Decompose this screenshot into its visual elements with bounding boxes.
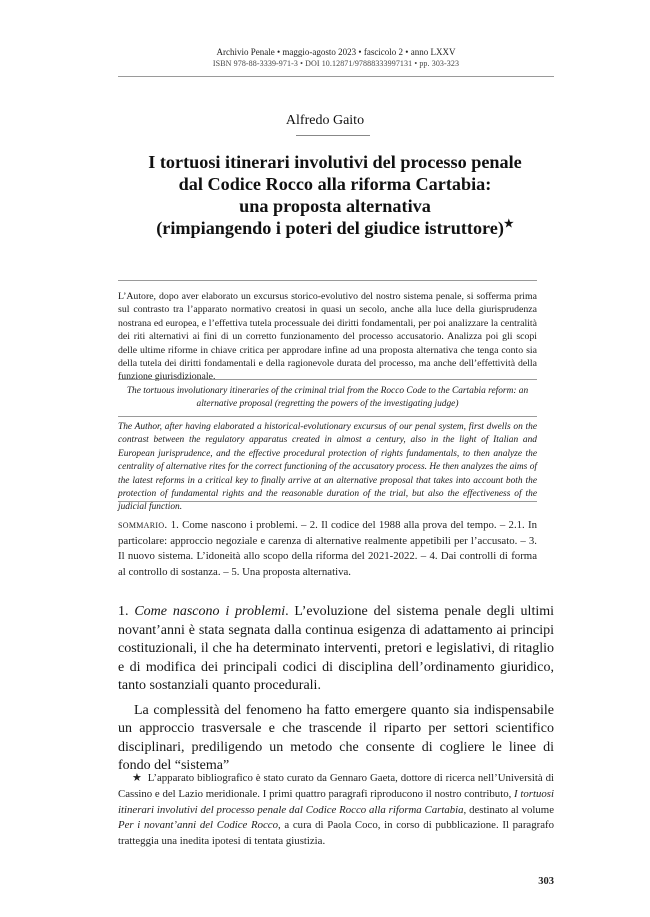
sommario-label: sommario. [118, 519, 168, 531]
abstract-divider-rule [118, 379, 537, 380]
paragraph: 1. Come nascono i problemi. L’evoluzione del sistema penale degli ultimi novant’anni è stata segnata dalla continua esigenza di adattamento ai principi costituzionali, il che ha determinato interventi, pretori e legislativi, di ritaglio e di modifica dei principali codici di disciplina dell’ordinamento giuridico, tanto sostanziali quanto procedurali. [118, 604, 555, 693]
section-number: 1. [118, 604, 129, 619]
author-rule [296, 135, 370, 136]
abstract-english: The Author, after having elaborated a historical-evolutionary excursus of our penal system, first dwells on the contrast between the regulatory apparatus created in almost a century, also in the light of Italian and European jurisprudence, and the effective procedural protection of rights fundamentals, to then analyze the centrality of alternative rites for the correct functioning of the accusatory process. He then analyzes the aims of the latest reforms in a critical key to finally arrive at an alternative proposal that takes into account both the protection of fundamental rights and the reasonable duration of the trial, but also the effectiveness of the judicial function. [118, 422, 537, 513]
abstract-top-rule [118, 280, 537, 281]
footnote: ★ L’apparato bibliografico è stato curato da Gennaro Gaeta, dottore di ricerca nell’Università di Cassino e del Lazio meridionale. I primi quattro paragrafi riproducono il nostro contributo, I tortuosi itinerari involutivi del processo penale dal Codice Rocco alla riforma Cartabia, destinato al volume Per i novant’anni del Codice Rocco, a cura di Paola Coco, in corso di pubblicazione. Il paragrafo tratteggia una inedita ipotesi di tentata giustizia. [118, 772, 555, 848]
sommario-text: 1. Come nascono i problemi. – 2. Il codice del 1988 alla prova del tempo. – 2.1. In particolare: approccio negoziale e carenza di alternative realmente appetibili per l’accusato. – 3. Il nuovo sistema. L’idoneità allo scopo della riforma del 2021-2022. – 4. Dai controlli di forma al controllo di sostanza. – 5. Una proposta alternativa. [118, 519, 538, 578]
header-rule [118, 76, 554, 77]
title-line: una proposta alternativa [239, 196, 431, 216]
author-name: Alfredo Gaito [285, 113, 365, 128]
footnote-marker[interactable]: ★ [503, 217, 514, 230]
cited-title: I tortuosi itinerari involutivi del processo penale dal Codice Rocco alla riforma Cartabia [118, 787, 554, 816]
section-title: Come nascono i problemi [134, 604, 286, 619]
isbn-doi-info: ISBN 978-88-3339-971-3 • DOI 10.12871/97888333997131 • pp. 303-323 [212, 59, 460, 68]
journal-info: Archivio Penale • maggio-agosto 2023 • fascicolo 2 • anno LXXV [216, 47, 456, 57]
title-line: I tortuosi itinerari involutivi del processo penale [148, 152, 522, 172]
page-number: 303 [538, 876, 554, 887]
abstract-italian: L’Autore, dopo aver elaborato un excursus storico-evolutivo del nostro sistema penale, si sofferma prima sul contrasto tra l’apparato normativo creatosi in quasi un secolo, anche alla luce della giurisprudenza nostrana ed europea, e l’effettiva tutela processuale dei diritti fondamentali, per poi analizzare la centralità dei riti alternativi ai fini di un corretto funzionamento del processo accusatorio. Analizza poi gli scopi delle ultime riforme in chiave critica per approdare infine ad una proposta alternativa che tenga conto sia della tutela dei diritti fondamentali e della ragionevole durata del processo, ma anche dell’effettività della funzione giurisdizionale. [118, 291, 537, 383]
title-line: dal Codice Rocco alla riforma Cartabia: [178, 174, 492, 194]
title-line: (rimpiangendo i poteri del giudice istruttore)★ [156, 217, 514, 238]
article-title [80, 151, 590, 239]
body-text [118, 603, 554, 776]
footnote-marker: ★ [132, 772, 142, 784]
paragraph: La complessità del fenomeno ha fatto emergere quanto sia indispensabile un approccio trasversale e che trascende il riparto per settori scientifico disciplinari, prediligendo un metodo che consente di cogliere le linee di fondo del “sistema” [118, 702, 554, 773]
table-of-contents [118, 518, 537, 580]
running-head [118, 47, 554, 69]
abstract-english-title: The tortuous involutionary itineraries of the criminal trial from the Rocco Code to the Cartabia reform: an alternative proposal (regretting the powers of the investigating judge) [126, 386, 529, 409]
abstract-bottom-rule [118, 501, 537, 502]
abstract-english-title-rule [118, 416, 537, 417]
cited-volume: Per i novant’anni del Codice Rocco [118, 819, 278, 832]
